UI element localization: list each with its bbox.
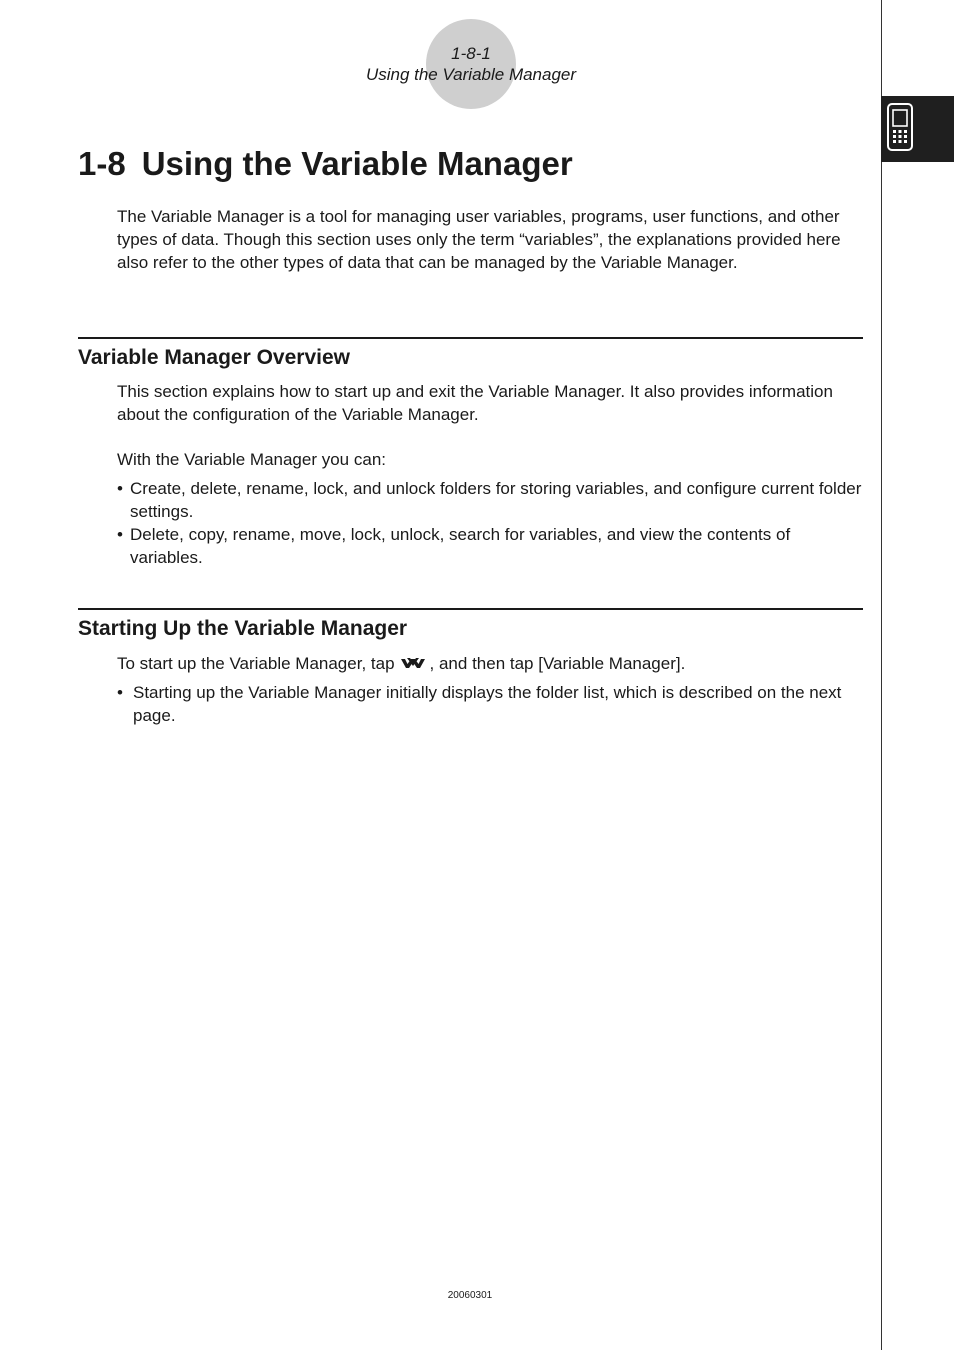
bullet-dot: • [117,525,123,544]
header-circle-decoration [426,19,516,109]
margin-rule [881,0,882,1350]
chapter-title [78,143,573,185]
overview-bullet-item [117,477,863,523]
overview-paragraph-2: With the Variable Manager you can: [117,450,386,469]
instruction-text-before: To start up the Variable Manager, tap [117,654,395,673]
chapter-number: 1-8 [78,145,126,182]
calculator-icon [885,102,915,152]
bullet-text: Create, delete, rename, lock, and unlock folders for storing variables, and configure current folder settings. [130,479,862,521]
chapter-side-tab [881,96,954,162]
section-heading-overview: Variable Manager Overview [78,346,350,369]
chapter-title-text: Using the Variable Manager [141,145,573,182]
starting-instruction [117,652,862,678]
menu-icon [400,655,426,678]
overview-bullet-item [117,523,863,569]
bullet-dot: • [117,479,123,498]
bullet-dot: • [117,683,123,702]
bullet-text: Delete, copy, rename, move, lock, unlock, search for variables, and view the contents of variables. [130,525,791,567]
section-heading-starting: Starting Up the Variable Manager [78,617,408,640]
bullet-text: Starting up the Variable Manager initially displays the folder list, which is described on the next page. [133,683,842,725]
overview-paragraph-1: This section explains how to start up and exit the Variable Manager. It also provides information about the configuration of the Variable Manager. [117,382,833,424]
running-title: Using the Variable Manager [365,65,577,84]
section-rule-overview [78,337,863,339]
starting-bullet-item [117,681,863,727]
section-rule-starting [78,608,863,610]
intro-paragraph: The Variable Manager is a tool for managing user variables, programs, user functions, and other types of data. Though this section uses only the term “variables”, the explanations provided here also refer to the other types of data that can be managed by the Variable Manager. [117,207,841,272]
page-number: 1-8-1 [451,44,491,63]
footer-code: 20060301 [447,1290,493,1301]
instruction-text-after: , and then tap [Variable Manager]. [429,654,686,673]
